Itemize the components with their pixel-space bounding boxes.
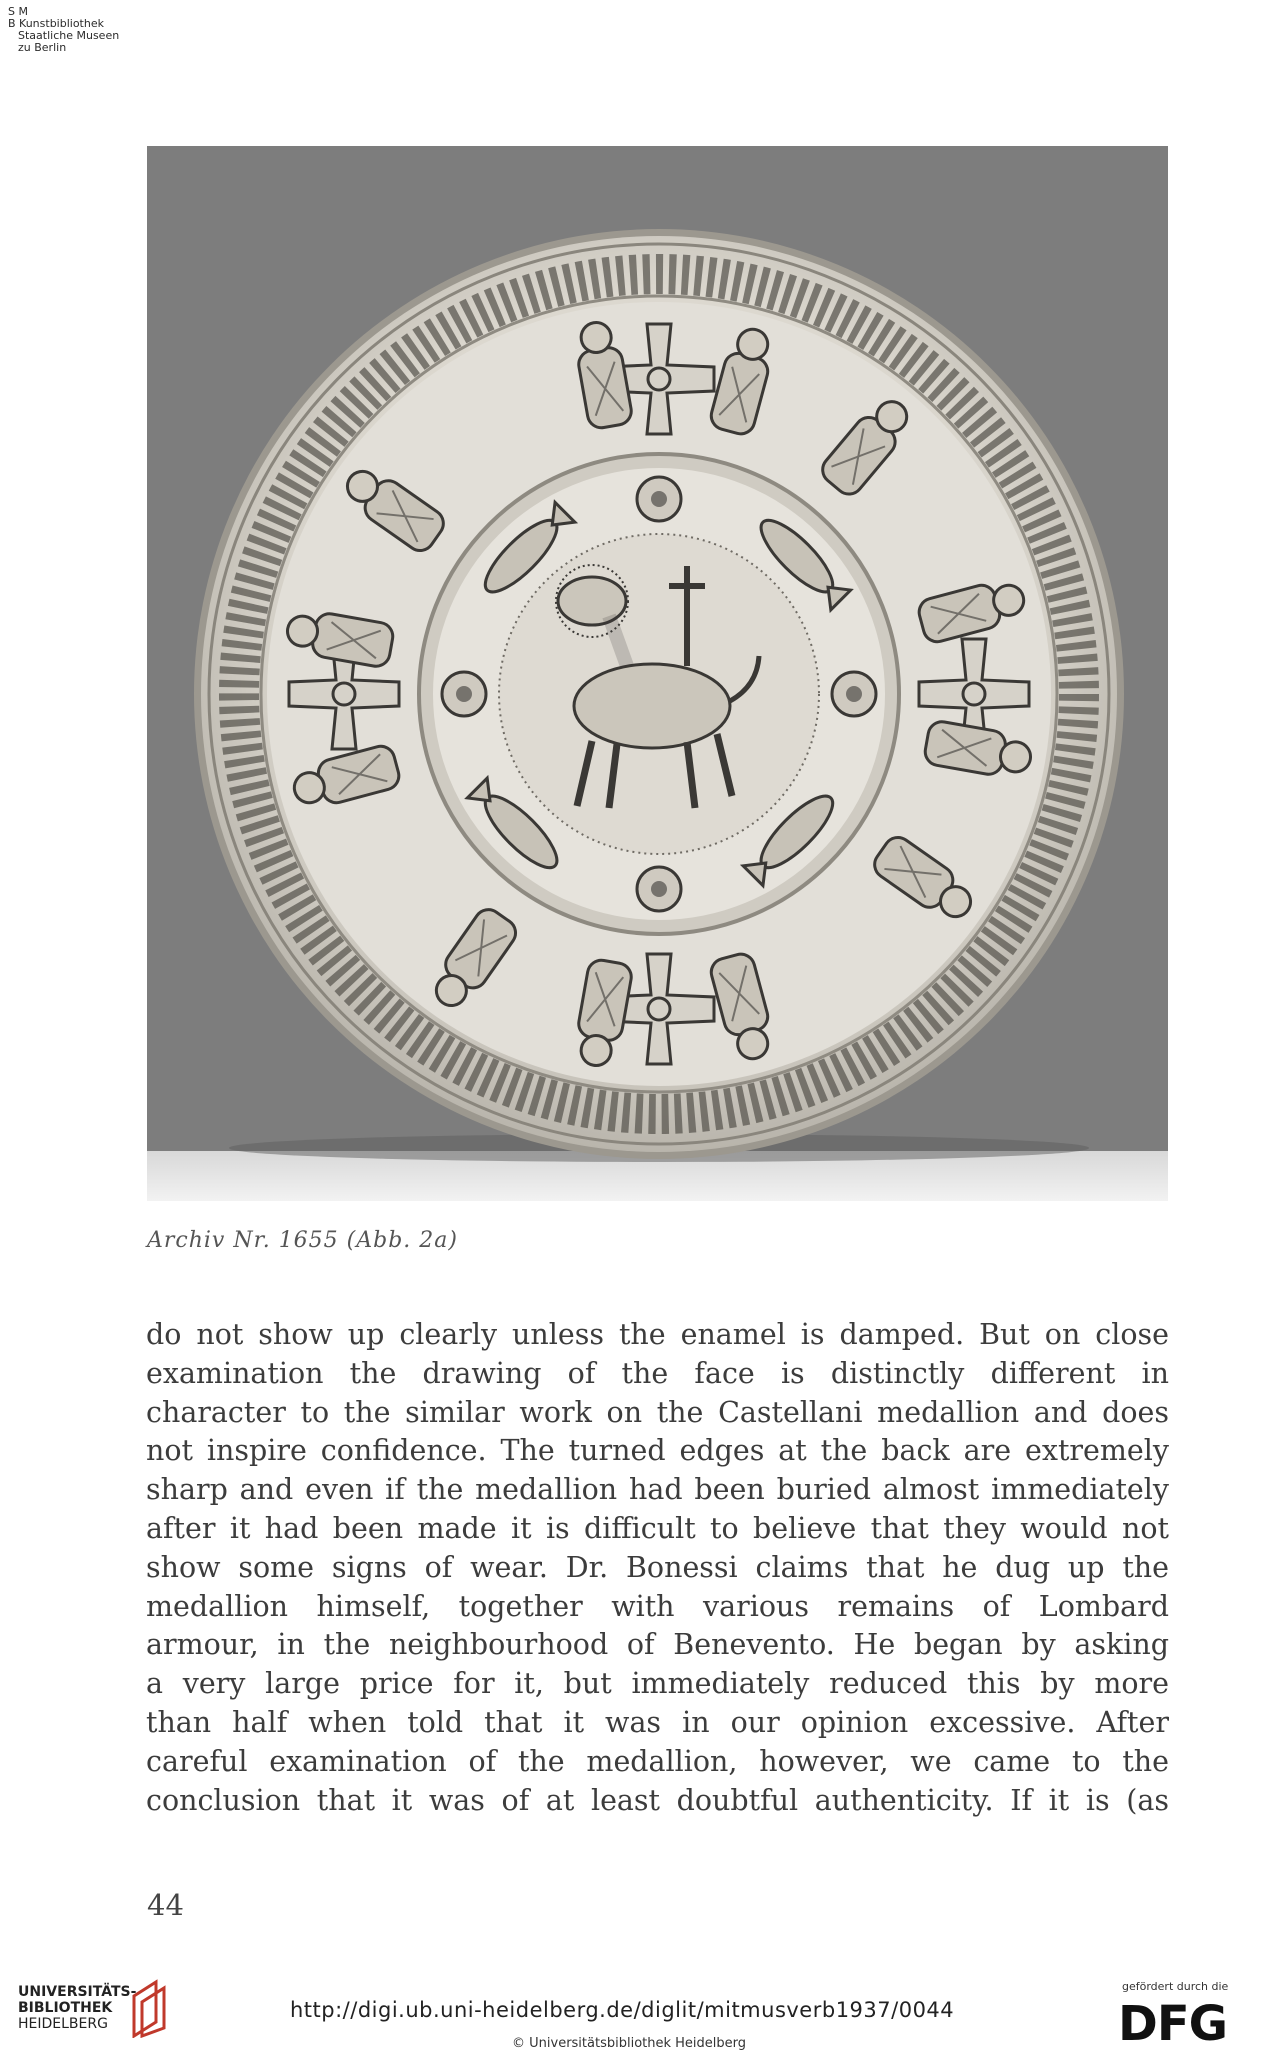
stamp-line: Staatliche Museen <box>18 29 120 42</box>
text-line: a very large price for it, but immediately reduced this by more <box>146 1667 1169 1701</box>
funding-note: gefördert durch die <box>1122 1980 1229 1993</box>
text-line: medallion himself, together with various remains of Lombard <box>146 1589 1169 1623</box>
rosette-motif <box>442 672 486 716</box>
text-line: do not show up clearly unless the enamel is damped. But on close <box>146 1318 1169 1351</box>
stamp-line: zu Berlin <box>18 41 67 54</box>
page-number: 44 <box>147 1888 184 1922</box>
figure-caption: Archiv Nr. 1655 (Abb. 2a) <box>147 1228 458 1253</box>
stamp-line: B Kunstbibliothek <box>8 17 104 30</box>
library-name-line: UNIVERSITÄTS- <box>18 1984 137 2000</box>
silver-dish-illustration <box>147 146 1168 1201</box>
ub-heidelberg-logo <box>18 1984 136 2032</box>
text-line: after it had been made it is difficult to believe that they would not <box>146 1511 1169 1545</box>
digitization-footer <box>0 1970 1261 2066</box>
permalink-url[interactable]: http://digi.ub.uni-heidelberg.de/diglit/mitmusverb1937/0044 <box>290 1998 955 2022</box>
text-line: careful examination of the medallion, however, we came to the <box>146 1744 1169 1778</box>
copyright-notice: © Universitätsbibliothek Heidelberg <box>512 2036 747 2051</box>
text-line: than half when told that it was in our opinion excessive. After <box>146 1705 1169 1739</box>
rosette-motif <box>832 672 876 716</box>
text-line: sharp and even if the medallion had been buried almost immediately <box>146 1473 1169 1507</box>
text-line: conclusion that it was of at least doubtful authenticity. If it is (as <box>146 1783 1169 1817</box>
library-name-line: BIBLIOTHEK <box>18 2000 113 2016</box>
body-text <box>146 1316 1169 1820</box>
text-line: show some signs of wear. Dr. Bonessi claims that he dug up the <box>146 1550 1169 1584</box>
figure-plate <box>147 146 1168 1201</box>
rosette-motif <box>637 867 681 911</box>
text-line: armour, in the neighbourhood of Benevento. He began by asking <box>146 1628 1169 1662</box>
text-line: character to the similar work on the Castellani medallion and does <box>146 1395 1169 1429</box>
text-line: examination the drawing of the face is distinctly different in <box>146 1356 1169 1390</box>
library-stamp <box>8 6 119 54</box>
stamp-line: S M <box>8 5 28 18</box>
dfg-logo: DFG <box>1118 1996 1228 2052</box>
text-line: not inspire confidence. The turned edges at the back are extremely <box>146 1434 1169 1468</box>
library-name-line: HEIDELBERG <box>18 2016 108 2032</box>
ub-mark-icon <box>126 1978 170 2038</box>
rosette-motif <box>637 477 681 521</box>
